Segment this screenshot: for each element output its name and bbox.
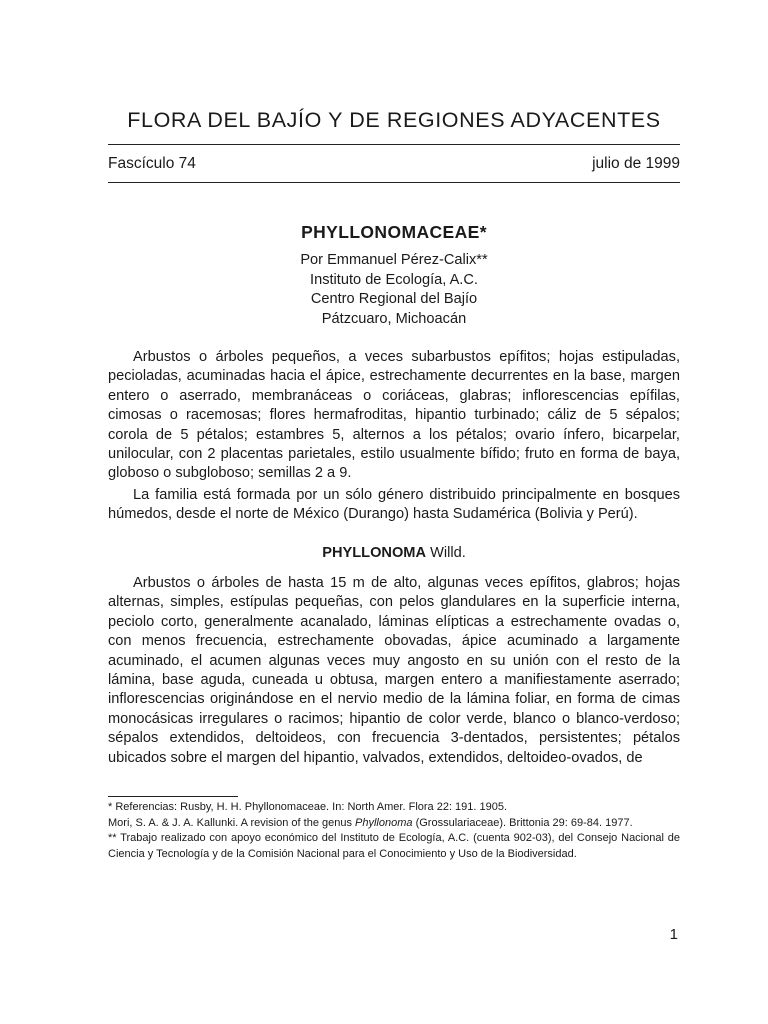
publication-date: julio de 1999: [592, 155, 680, 172]
affiliation-line: Centro Regional del Bajío: [310, 291, 478, 308]
footnote-acknowledgment: ** Trabajo realizado con apoyo económico del Instituto de Ecología, A.C. (cuenta 902-03), del Consejo Nacional de Ciencia y Tecnología y de la Comisión Nacional para el Conocimiento y Uso de la Biodiversidad.: [108, 832, 680, 860]
series-title: FLORA DEL BAJÍO Y DE REGIONES ADYACENTES: [127, 108, 661, 132]
genus-description: [108, 574, 680, 768]
fascicle-number: Fascículo 74: [108, 155, 196, 172]
paragraph: La familia está formada por un sólo género distribuido principalmente en bosques húmedos, desde el norte de México (Durango) hasta Sudamérica (Bolivia y Perú).: [108, 486, 680, 523]
genus-name: PHYLLONOMA: [322, 545, 427, 561]
footnote-text: (Grossulariaceae). Brittonia 29: 69-84. 1977.: [412, 816, 633, 829]
footnote-reference: [108, 816, 680, 832]
footnote-text: Mori, S. A. & J. A. Kallunki. A revision of the genus: [108, 816, 356, 829]
author-line: Por Emmanuel Pérez-Calix**: [300, 252, 488, 268]
page-number: 1: [669, 926, 678, 943]
family-title: PHYLLONOMACEAE*: [301, 222, 487, 242]
genus-italic: Phyllonoma: [355, 816, 413, 829]
affiliation-line: Pátzcuaro, Michoacán: [321, 310, 467, 327]
footnote-separator: [108, 796, 238, 797]
family-description: [108, 348, 680, 525]
footnotes: [108, 800, 680, 862]
header-rule-top: [108, 144, 680, 145]
byline: [108, 251, 680, 329]
affiliation-line: Instituto de Ecología, A.C.: [310, 271, 478, 288]
paragraph: Arbustos o árboles pequeños, a veces subarbustos epífitos; hojas estipuladas, pecioladas, acuminadas hacia el ápice, estrechamente decurrentes en la base, margen entero o aserrado, membranáceas o coriáceas, glabras; inflorescencias epífilas, cimosas o racemosas; flores hermafroditas, hipantio turbinado; cáliz de 5 sépalos; corola de 5 pétalos; estambres 5, alternos a los pétalos; ovario ínfero, bicarpelar, unilocular, con 2 placentas parietales, estilo usualmente bífido; fruto en forma de baya, globoso o subgloboso; semillas 2 a 9.: [108, 349, 680, 482]
header-rule-bottom: [108, 182, 680, 183]
footnote-reference: * Referencias: Rusby, H. H. Phyllonomaceae. In: North Amer. Flora 22: 191. 1905.: [108, 801, 508, 813]
genus-authority: Willd.: [426, 545, 466, 561]
genus-heading: [108, 545, 680, 561]
paragraph: Arbustos o árboles de hasta 15 m de alto, algunas veces epífitos, glabros; hojas alternas, simples, estípulas pequeñas, con pelos glandulares en la superficie interna, peciolo corto, generalmente acanalado, láminas elípticas a estrechamente ovadas o, con menos frecuencia, estrechamente obovadas, ápice acuminado a largamente acuminado, el acumen algunas veces muy angosto en su unión con el resto de la lámina, base aguda, cuneada u obtusa, margen entero a manifiestamente aserrado; inflorescencias originándose en el nervio medio de la lámina foliar, en forma de cimas monocásicas irregulares o racimos; hipantio de color verde, blanco o blanco-verdoso; sépalos extendidos, deltoideos, con frecuencia 3-dentados, persistentes; pétalos ubicados sobre el margen del hipantio, valvados, extendidos, deltoideo-ovados, de: [108, 575, 680, 766]
